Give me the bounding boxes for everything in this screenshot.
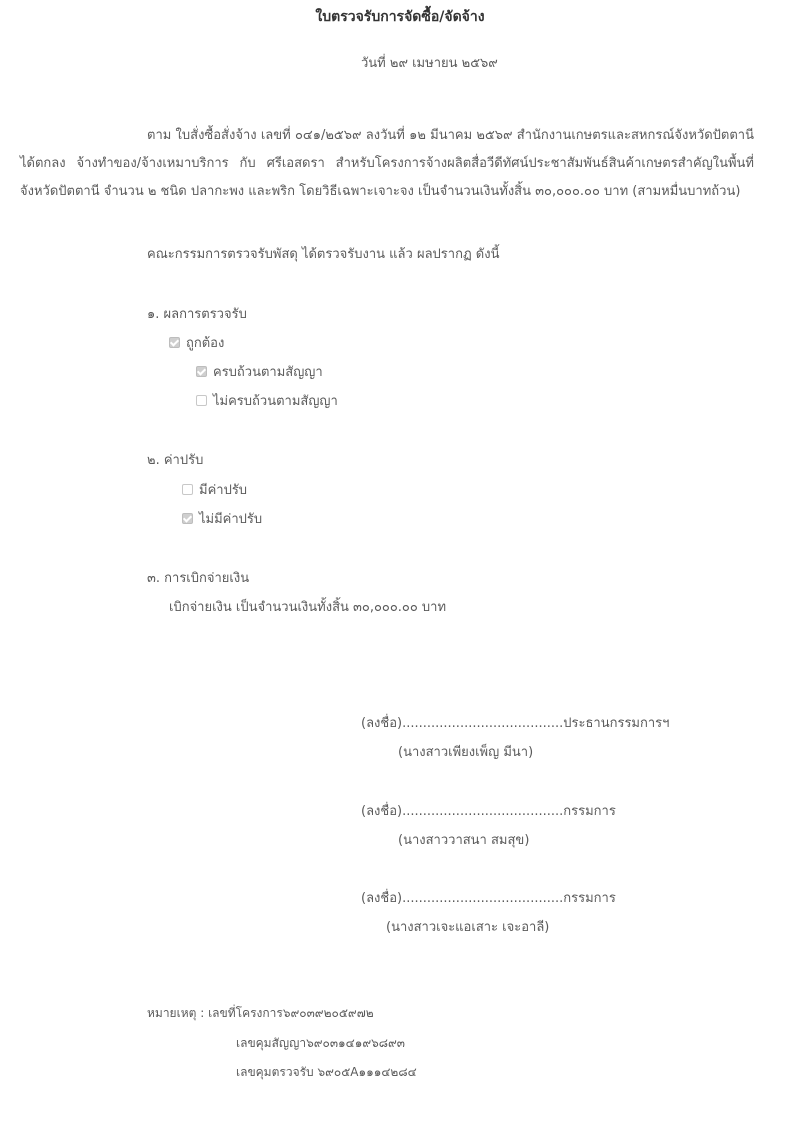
note-contract-number: เลขคุมสัญญา๖๙๐๓๑๔๑๙๖๘๙๓ — [236, 1036, 406, 1050]
signature-name-member2: (นางสาวเจะแอเสาะ เจะอาลี) — [386, 920, 550, 935]
checkbox-no-fine[interactable] — [182, 513, 193, 524]
checkbox-row-no-fine[interactable] — [182, 508, 262, 529]
inspection-intro: คณะกรรมการตรวจรับพัสดุ ได้ตรวจรับงาน แล้ว ผลปรากฏ ดังนี้ — [147, 247, 500, 262]
note-inspection-number: เลขคุมตรวจรับ ๖๙๐๕A๑๑๑๔๒๘๔ — [236, 1065, 417, 1079]
checkbox-complete-label: ครบถ้วนตามสัญญา — [213, 365, 323, 380]
disbursement-text: เบิกจ่ายเงิน เป็นจำนวนเงินทั้งสิ้น ๓๐,๐๐๐.๐๐ บาท — [169, 600, 447, 615]
checkbox-correct[interactable] — [169, 337, 180, 348]
checkbox-incomplete-label: ไม่ครบถ้วนตามสัญญา — [213, 394, 338, 409]
signature-name-chair: (นางสาวเพียงเพ็ญ มีนา) — [398, 745, 534, 760]
checkbox-row-correct[interactable] — [169, 332, 224, 353]
checkbox-has-fine-label: มีค่าปรับ — [199, 483, 248, 498]
section3-heading: ๓. การเบิกจ่ายเงิน — [147, 571, 250, 586]
document-date: วันที่ ๒๙ เมษายน ๒๕๖๙ — [361, 56, 498, 71]
checkbox-row-complete[interactable] — [196, 361, 323, 382]
section1-heading: ๑. ผลการตรวจรับ — [147, 307, 247, 322]
signature-line-member2: (ลงชื่อ).......................................กรรมการ — [361, 891, 616, 906]
section2-heading: ๒. ค่าปรับ — [147, 453, 204, 468]
checkbox-no-fine-label: ไม่มีค่าปรับ — [199, 512, 263, 527]
page-title: ใบตรวจรับการจัดซื้อ/จัดจ้าง — [315, 9, 485, 25]
signature-line-member1: (ลงชื่อ).......................................กรรมการ — [361, 804, 616, 819]
checkbox-incomplete[interactable] — [196, 395, 207, 406]
checkbox-has-fine[interactable] — [182, 484, 193, 495]
checkbox-correct-label: ถูกต้อง — [186, 336, 225, 351]
checkbox-row-has-fine[interactable] — [182, 479, 247, 500]
note-project-number: หมายเหตุ : เลขที่โครงการ๖๙๐๓๙๒๐๕๙๗๒ — [147, 1006, 374, 1020]
checkbox-row-incomplete[interactable] — [196, 390, 338, 411]
body-paragraph: ตาม ใบสั่งซื้อสั่งจ้าง เลขที่ ๐๔๑/๒๕๖๙ ลงวันที่ ๑๒ มีนาคม ๒๕๖๙ สำนักงานเกษตรและสหกรณ์จังหวัดปัตตานี ได้ตกลง จ้างทำของ/จ้างเหมาบริการ กับ ศรีเอสดรา สำหรับโครงการจ้างผลิตสื่อวีดีทัศน์ประชาสัมพันธ์สินค้าเกษตรสำคัญในพื้นที่จังหวัดปัตตานี จำนวน ๒ ชนิด ปลากะพง และพริก โดยวิธีเฉพาะเจาะจง เป็นจำนวนเงินทั้งสิ้น ๓๐,๐๐๐.๐๐ บาท (สามหมื่นบาทถ้วน) — [20, 128, 754, 199]
signature-line-chair: (ลงชื่อ).......................................ประธานกรรมการฯ — [361, 716, 670, 731]
signature-name-member1: (นางสาววาสนา สมสุข) — [398, 833, 530, 848]
checkbox-complete[interactable] — [196, 366, 207, 377]
